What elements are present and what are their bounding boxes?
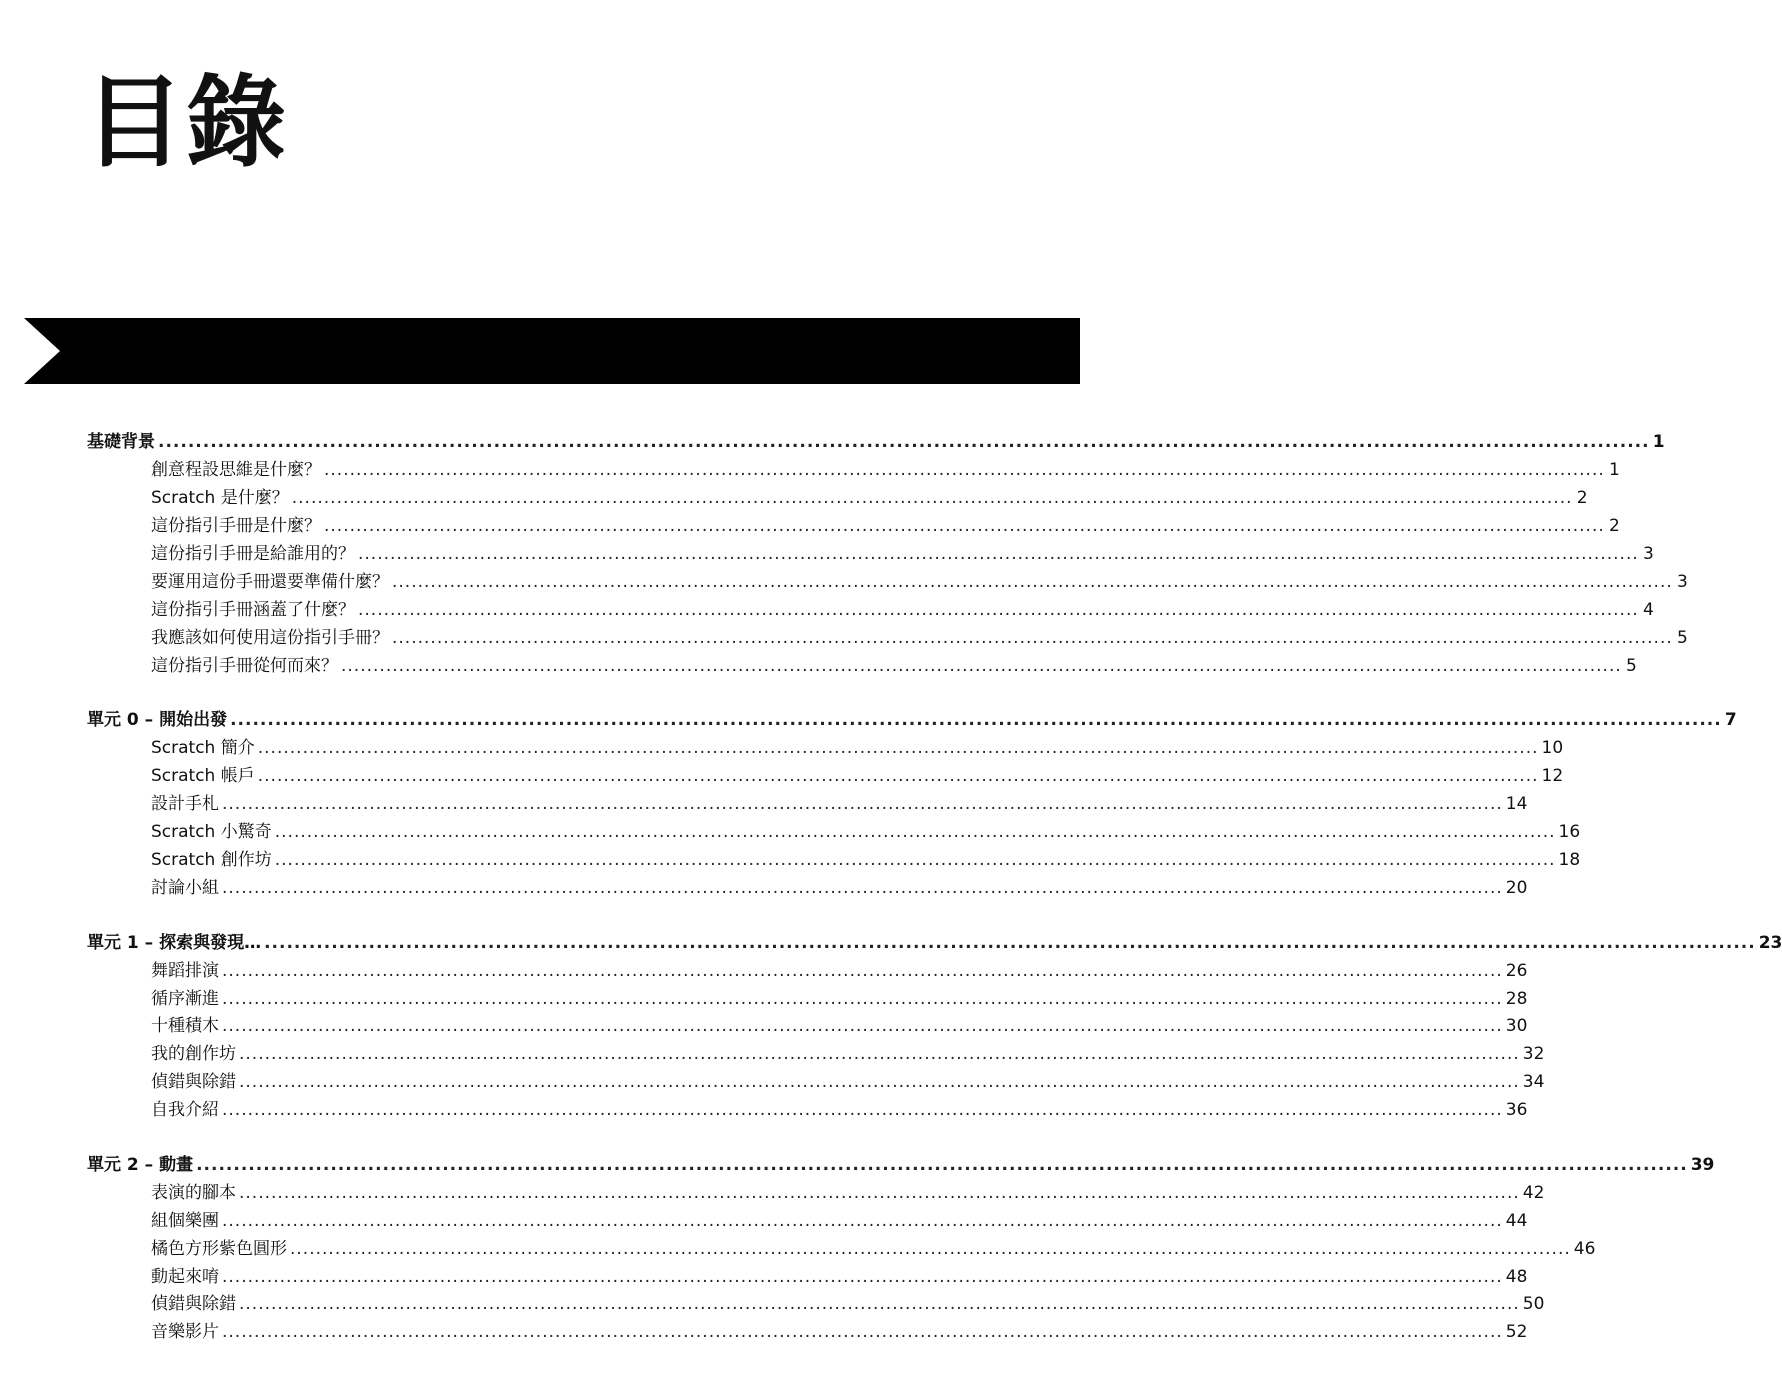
dot-leader: ........................................................................................................................................................................................................ — [239, 1183, 1520, 1203]
toc-entry[interactable] — [151, 957, 1528, 985]
toc-page-number: 10 — [1541, 738, 1564, 758]
toc-entry-label: 討論小組 — [151, 878, 219, 898]
toc-entry[interactable] — [151, 1263, 1528, 1291]
toc-page-number: 16 — [1558, 822, 1581, 842]
toc-page-number: 5 — [1625, 656, 1637, 676]
dot-leader: ........................................................................................................................................................................................................ — [392, 628, 1673, 648]
toc-entry-label: Scratch 帳戶 — [151, 766, 255, 786]
toc-page-number: 46 — [1573, 1239, 1596, 1259]
toc-entry-label: 偵錯與除錯 — [151, 1072, 236, 1092]
toc-page-number: 52 — [1505, 1322, 1528, 1342]
toc-page-number: 26 — [1505, 961, 1528, 981]
toc-entry-label: 表演的腳本 — [151, 1183, 236, 1203]
dot-leader: ........................................................................................................................................................................................................ — [358, 544, 1639, 564]
toc-page-number: 4 — [1642, 600, 1654, 620]
toc-section[interactable] — [87, 929, 1782, 957]
toc-page-number: 12 — [1541, 766, 1564, 786]
toc-page-number: 48 — [1505, 1267, 1528, 1287]
dot-leader: ........................................................................................................................................................................................................ — [341, 656, 1622, 676]
toc-entry[interactable] — [151, 1068, 1545, 1096]
dot-leader: ........................................................................................................................................................................................................ — [257, 766, 1539, 786]
toc-entry[interactable] — [151, 596, 1654, 624]
toc-entry[interactable] — [151, 568, 1688, 596]
toc-entry-label: 我應該如何使用這份指引手冊？ — [151, 628, 389, 648]
dot-leader: ........................................................................................................................................................................................................ — [222, 878, 1503, 898]
toc-entry-label: 這份指引手冊涵蓋了什麼？ — [151, 600, 355, 620]
toc-entry-label: 組個樂團 — [151, 1211, 219, 1231]
toc-entry-label: 這份指引手冊從何而來？ — [151, 656, 338, 676]
toc-section-label: 單元 0 – 開始出發 — [87, 710, 228, 730]
dot-leader: ........................................................................................................................................................................................................ — [158, 432, 1650, 452]
toc-entry[interactable] — [151, 985, 1528, 1013]
toc-entry-label: Scratch 小驚奇 — [151, 822, 272, 842]
dot-leader: ........................................................................................................................................................................................................ — [239, 1044, 1520, 1064]
toc-page-number: 30 — [1505, 1016, 1528, 1036]
dot-leader: ........................................................................................................................................................................................................ — [222, 1322, 1503, 1342]
toc-entry[interactable] — [151, 456, 1620, 484]
toc-entry[interactable] — [151, 818, 1581, 846]
toc-entry[interactable] — [151, 762, 1564, 790]
toc-section-label: 基礎背景 — [87, 432, 155, 452]
toc-entry-label: 動起來唷 — [151, 1267, 219, 1287]
toc-entry[interactable] — [151, 1235, 1596, 1263]
toc-page-number: 23 — [1758, 933, 1782, 953]
toc-page-number: 50 — [1522, 1294, 1545, 1314]
toc-entry[interactable] — [151, 734, 1564, 762]
toc-entry[interactable] — [151, 1012, 1528, 1040]
toc-entry[interactable] — [151, 652, 1637, 680]
toc-entry[interactable] — [151, 874, 1528, 902]
dot-leader: ........................................................................................................................................................................................................ — [257, 738, 1539, 758]
dot-leader: ........................................................................................................................................................................................................ — [222, 1267, 1503, 1287]
toc-section[interactable] — [87, 428, 1665, 456]
dot-leader: ........................................................................................................................................................................................................ — [290, 1239, 1571, 1259]
toc-entry-label: 創意程設思維是什麼？ — [151, 460, 321, 480]
toc-page-number: 3 — [1642, 544, 1654, 564]
toc-entry-label: 要運用這份手冊還要準備什麼？ — [151, 572, 389, 592]
toc-entry-label: 我的創作坊 — [151, 1044, 236, 1064]
toc-entry[interactable] — [151, 1207, 1528, 1235]
toc-page-number: 39 — [1690, 1155, 1715, 1175]
toc-section[interactable] — [87, 706, 1737, 734]
toc-entry-label: 橘色方形紫色圓形 — [151, 1239, 287, 1259]
toc-page-number: 1 — [1608, 460, 1620, 480]
dot-leader: ........................................................................................................................................................................................................ — [222, 794, 1503, 814]
dot-leader: ........................................................................................................................................................................................................ — [230, 710, 1722, 730]
dot-leader: ........................................................................................................................................................................................................ — [222, 1100, 1503, 1120]
toc-entry-label: 音樂影片 — [151, 1322, 219, 1342]
toc-entry-label: 自我介紹 — [151, 1100, 219, 1120]
dot-leader: ........................................................................................................................................................................................................ — [358, 600, 1639, 620]
toc-page-number: 20 — [1505, 878, 1528, 898]
dot-leader: ........................................................................................................................................................................................................ — [222, 961, 1503, 981]
toc-entry[interactable] — [151, 624, 1688, 652]
dot-leader: ........................................................................................................................................................................................................ — [291, 488, 1573, 508]
toc-entry[interactable] — [151, 790, 1528, 818]
toc-entry-label: 循序漸進 — [151, 989, 219, 1009]
toc-entry[interactable] — [151, 484, 1588, 512]
toc-entry[interactable] — [151, 1179, 1545, 1207]
toc-entry[interactable] — [151, 846, 1581, 874]
toc-section[interactable] — [87, 1151, 1715, 1179]
toc-entry[interactable] — [151, 1318, 1528, 1346]
toc-page-number: 36 — [1505, 1100, 1528, 1120]
toc-page-number: 2 — [1608, 516, 1620, 536]
toc-entry-label: 偵錯與除錯 — [151, 1294, 236, 1314]
toc-page-number: 5 — [1676, 628, 1688, 648]
toc-entry-label: Scratch 創作坊 — [151, 850, 272, 870]
toc-page-number: 44 — [1505, 1211, 1528, 1231]
dot-leader: ........................................................................................................................................................................................................ — [196, 1155, 1688, 1175]
toc-page-number: 28 — [1505, 989, 1528, 1009]
toc-page-number: 2 — [1576, 488, 1588, 508]
toc-page-number: 42 — [1522, 1183, 1545, 1203]
dot-leader: ........................................................................................................................................................................................................ — [274, 822, 1556, 842]
toc-entry-label: 十種積木 — [151, 1016, 219, 1036]
dot-leader: ........................................................................................................................................................................................................ — [222, 1016, 1503, 1036]
dot-leader: ........................................................................................................................................................................................................ — [239, 1294, 1520, 1314]
toc-entry[interactable] — [151, 1096, 1528, 1124]
toc-page-number: 7 — [1724, 710, 1737, 730]
toc-section-label: 單元 2 – 動畫 — [87, 1155, 194, 1175]
toc-entry[interactable] — [151, 1040, 1545, 1068]
toc-entry-label: Scratch 是什麼？ — [151, 488, 289, 508]
page-title: 目錄 — [84, 64, 288, 181]
toc-page-number: 34 — [1522, 1072, 1545, 1092]
toc-entry[interactable] — [151, 1290, 1545, 1318]
dot-leader: ........................................................................................................................................................................................................ — [392, 572, 1673, 592]
toc-page-number: 18 — [1558, 850, 1581, 870]
toc-page-number: 3 — [1676, 572, 1688, 592]
dot-leader: ........................................................................................................................................................................................................ — [324, 516, 1605, 536]
dot-leader: ........................................................................................................................................................................................................ — [222, 1211, 1503, 1231]
dot-leader: ........................................................................................................................................................................................................ — [239, 1072, 1520, 1092]
toc-entry[interactable] — [151, 512, 1620, 540]
toc-section-label: 單元 1 – 探索與發現… — [87, 933, 262, 953]
dot-leader: ........................................................................................................................................................................................................ — [222, 989, 1503, 1009]
dot-leader: ........................................................................................................................................................................................................ — [264, 933, 1756, 953]
toc-entry[interactable] — [151, 540, 1654, 568]
toc-entry-label: 這份指引手冊是什麼？ — [151, 516, 321, 536]
toc-entry-label: 這份指引手冊是給誰用的？ — [151, 544, 355, 564]
dot-leader: ........................................................................................................................................................................................................ — [274, 850, 1556, 870]
toc-entry-label: 設計手札 — [151, 794, 219, 814]
toc-page-number: 14 — [1505, 794, 1528, 814]
toc-entry-label: 舞蹈排演 — [151, 961, 219, 981]
toc-page-number: 32 — [1522, 1044, 1545, 1064]
toc-page-number: 1 — [1652, 432, 1665, 452]
toc-entry-label: Scratch 簡介 — [151, 738, 255, 758]
dot-leader: ........................................................................................................................................................................................................ — [324, 460, 1605, 480]
